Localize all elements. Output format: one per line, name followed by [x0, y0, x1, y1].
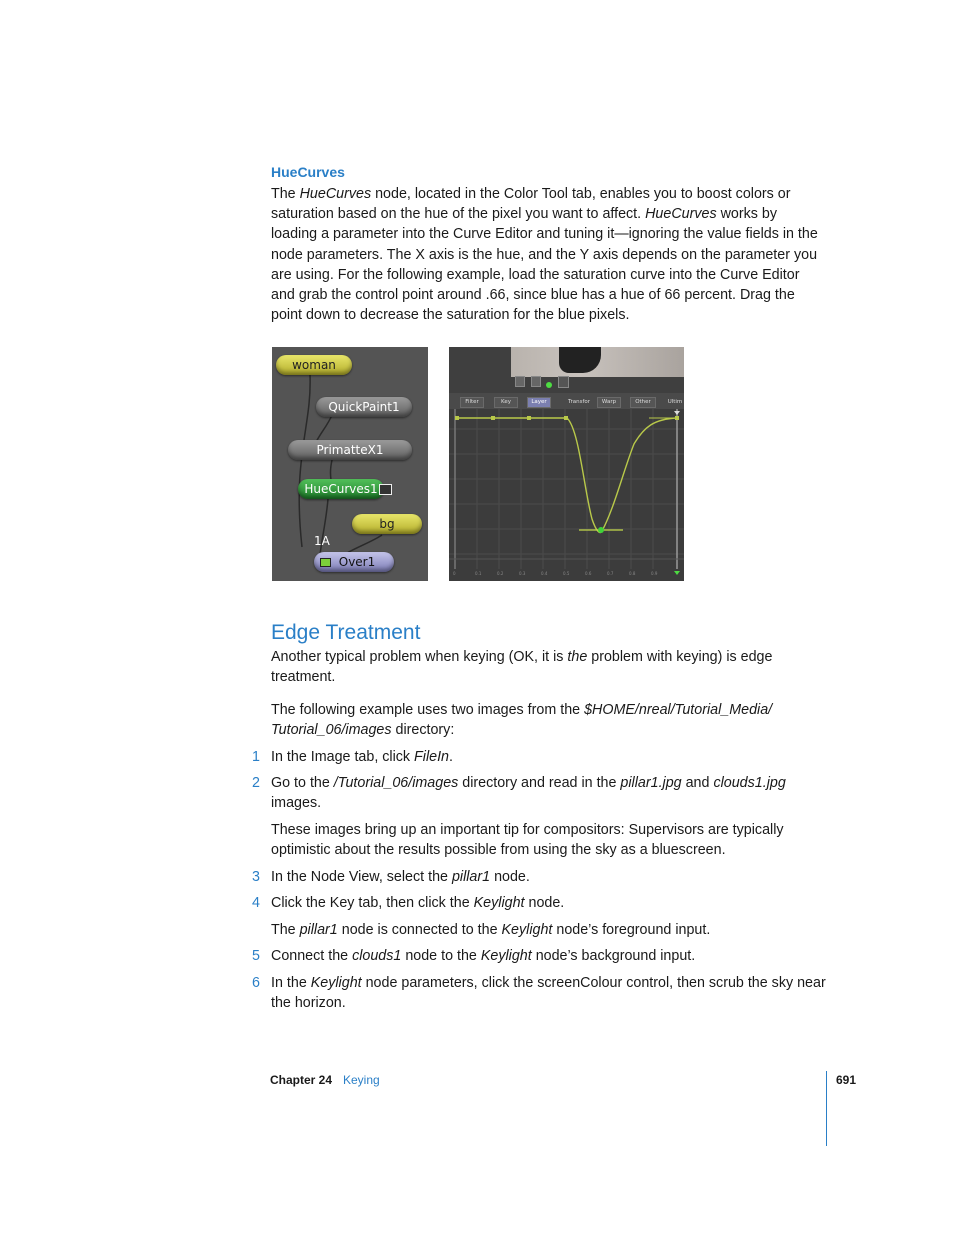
step-4-note [271, 920, 826, 940]
tab-transfor[interactable]: Transfor [561, 397, 597, 408]
node-quickpaint[interactable]: QuickPaint1 [316, 397, 412, 417]
node-primatte[interactable]: PrimatteX1 [288, 440, 412, 460]
label-1a: 1A [314, 534, 330, 548]
svg-text:0: 0 [453, 571, 456, 576]
step-5 [252, 946, 826, 966]
tab-layer[interactable]: Layer [527, 397, 551, 408]
step-2 [252, 773, 816, 813]
snapshot-icon[interactable] [558, 376, 569, 388]
step-4 [252, 893, 826, 913]
tab-filter[interactable]: Filter [460, 397, 484, 408]
node-connection-lines [272, 347, 428, 581]
keyframe-icon[interactable] [531, 376, 541, 387]
svg-text:0.2: 0.2 [497, 571, 504, 576]
step-text: In the Image tab, click FileIn. [271, 749, 453, 765]
step-number: 3 [252, 869, 260, 885]
svg-text:0.1: 0.1 [475, 571, 482, 576]
page-number: 691 [836, 1073, 857, 1087]
tab-key[interactable]: Key [494, 397, 518, 408]
status-dot-icon [546, 382, 552, 388]
edge-treatment-paragraph-2: The following example uses two images from the $HOME/nreal/Tutorial_Media/ Tutorial_06/images directory: [271, 702, 773, 739]
svg-text:0.4: 0.4 [541, 571, 548, 576]
huecurves-paragraph: The HueCurves node, located in the Color Tool tab, enables you to boost colors or saturation based on the hue of the pixel you want to affect. HueCurves works by loading a parameter into the Curve Editor and tuning it—ignoring the value fields in the node parameters. The X axis is the hue, and the Y axis depends on the parameter you are using. For the following example, load the saturation curve into the Curve Editor and grab the control point around .66, since blue has a hue of 66 percent. Drag the point down to decrease the saturation for the blue pixels. [271, 186, 818, 324]
node-huecurves[interactable]: HueCurves1 [298, 479, 384, 499]
step-1 [252, 747, 826, 767]
step-number: 2 [252, 775, 260, 791]
svg-text:0.3: 0.3 [519, 571, 526, 576]
svg-text:0.8: 0.8 [629, 571, 636, 576]
section-heading-edge-treatment: Edge Treatment [271, 621, 421, 644]
over-node-icon [320, 558, 331, 567]
curve-editor-image [449, 347, 684, 581]
step-number: 6 [252, 975, 260, 991]
footer-divider [826, 1071, 827, 1146]
step-2-note [271, 820, 826, 860]
step-number: 4 [252, 895, 260, 911]
node-over[interactable]: Over1 [314, 552, 394, 572]
step-text: Go to the /Tutorial_06/images directory and read in the pillar1.jpg and clouds1.jpg images. [271, 775, 786, 812]
footer-chapter-title[interactable]: Keying [343, 1073, 380, 1087]
step-number: 5 [252, 948, 260, 964]
curve-graph[interactable] [449, 409, 684, 581]
svg-text:0.9: 0.9 [651, 571, 658, 576]
svg-text:0.7: 0.7 [607, 571, 614, 576]
step-number: 1 [252, 749, 260, 765]
node-graph-image [272, 347, 428, 581]
tab-ultim[interactable]: Ultim [663, 397, 684, 408]
step-text: Connect the clouds1 node to the Keylight node’s background input. [271, 948, 696, 964]
step-text: In the Node View, select the pillar1 node. [271, 869, 530, 885]
tab-warp[interactable]: Warp [597, 397, 621, 408]
footer-chapter: Chapter 24 [270, 1073, 333, 1087]
step-text: These images bring up an important tip for compositors: Supervisors are typically optimistic about the results possible from using the sky as a bluescreen. [271, 822, 784, 859]
tab-other[interactable]: Other [630, 397, 656, 408]
svg-text:0.5: 0.5 [563, 571, 570, 576]
step-text: Click the Key tab, then click the Keylight node. [271, 895, 565, 911]
svg-text:0.6: 0.6 [585, 571, 592, 576]
node-view-icon [379, 484, 392, 495]
step-6 [252, 973, 826, 1013]
edge-treatment-paragraph-1: Another typical problem when keying (OK, it is the problem with keying) is edge treatment. [271, 649, 773, 686]
ruler-icon[interactable] [515, 376, 525, 387]
step-3 [252, 867, 826, 887]
step-text: In the Keylight node parameters, click the screenColour control, then scrub the sky near the horizon. [271, 975, 826, 1012]
section-heading-huecurves: HueCurves [271, 164, 345, 180]
node-woman[interactable]: woman [276, 355, 352, 375]
step-text: The pillar1 node is connected to the Keylight node’s foreground input. [271, 922, 711, 938]
node-bg[interactable]: bg [352, 514, 422, 534]
